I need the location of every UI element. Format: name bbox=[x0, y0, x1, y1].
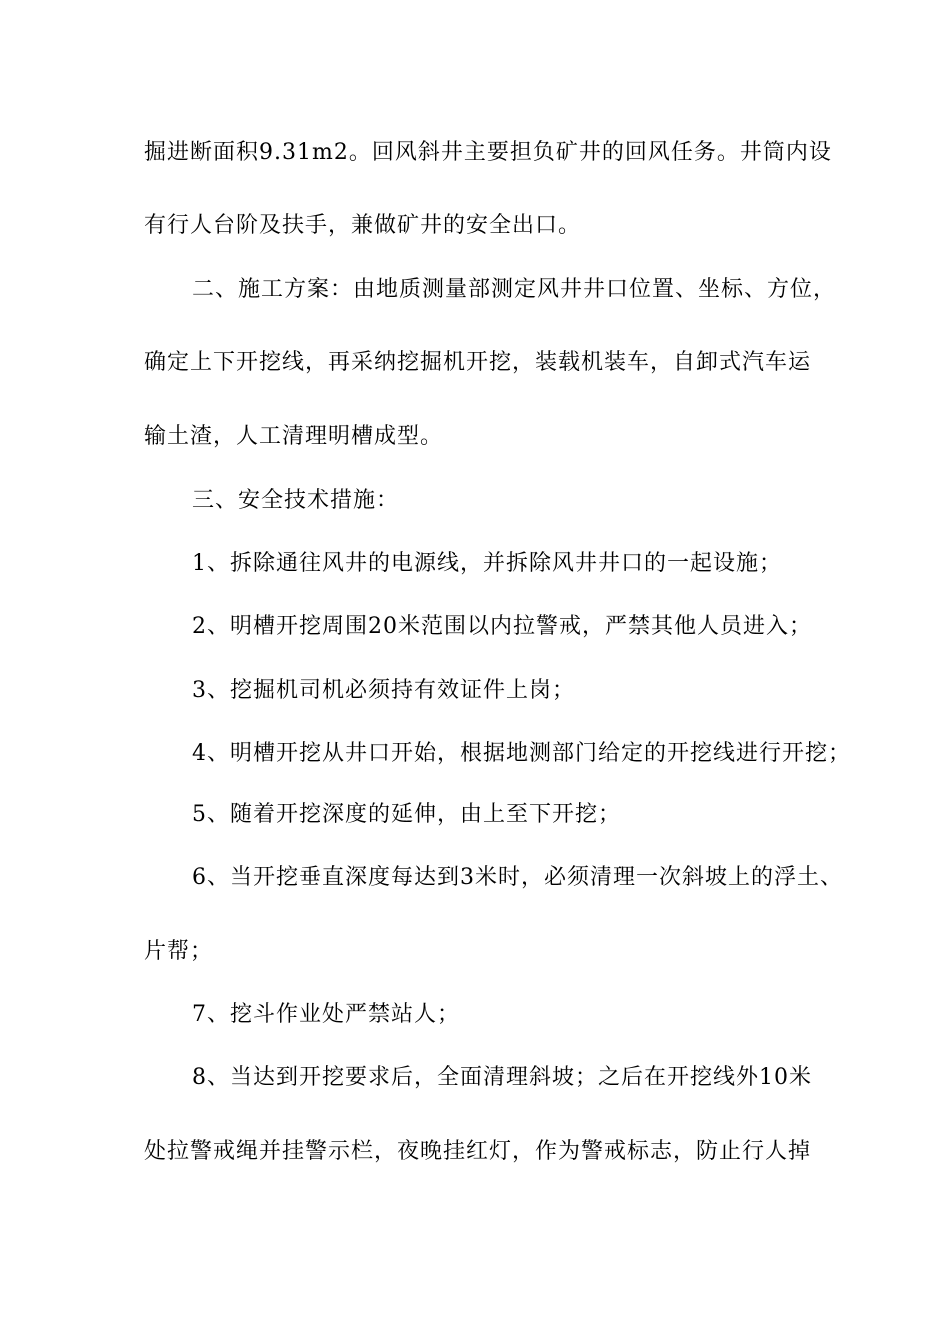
text-line: 输土渣，人工清理明槽成型。 bbox=[144, 424, 444, 449]
list-item: 2、明槽开挖周围20米范围以内拉警戒，严禁其他人员进入； bbox=[192, 614, 812, 639]
list-item: 8、当达到开挖要求后，全面清理斜坡；之后在开挖线外10米 bbox=[192, 1065, 812, 1090]
section-heading-safety-measures: 三、安全技术措施： bbox=[192, 488, 400, 513]
text-line: 有行人台阶及扶手，兼做矿井的安全出口。 bbox=[144, 213, 582, 238]
text-line: 确定上下开挖线，再采纳挖掘机开挖，装载机装车，自卸式汽车运 bbox=[144, 350, 812, 375]
list-item: 1、拆除通往风井的电源线，并拆除风井井口的一起设施； bbox=[192, 551, 782, 576]
list-item: 6、当开挖垂直深度每达到3米时，必须清理一次斜坡上的浮土、 bbox=[192, 865, 843, 890]
text-line: 处拉警戒绳并挂警示栏，夜晚挂红灯，作为警戒标志，防止行人掉 bbox=[144, 1139, 812, 1164]
text-line: 片帮； bbox=[144, 939, 214, 964]
text-line: 掘进断面积9.31m2。回风斜井主要担负矿井的回风任务。井筒内设 bbox=[144, 140, 832, 165]
list-item: 4、明槽开挖从井口开始，根据地测部门给定的开挖线进行开挖； bbox=[192, 741, 851, 766]
list-item: 5、随着开挖深度的延伸，由上至下开挖； bbox=[192, 802, 621, 827]
section-heading-construction-plan: 二、施工方案：由地质测量部测定风井井口位置、坐标、方位， bbox=[192, 277, 837, 302]
list-item: 3、挖掘机司机必须持有效证件上岗； bbox=[192, 678, 575, 703]
list-item: 7、挖斗作业处严禁站人； bbox=[192, 1002, 460, 1027]
